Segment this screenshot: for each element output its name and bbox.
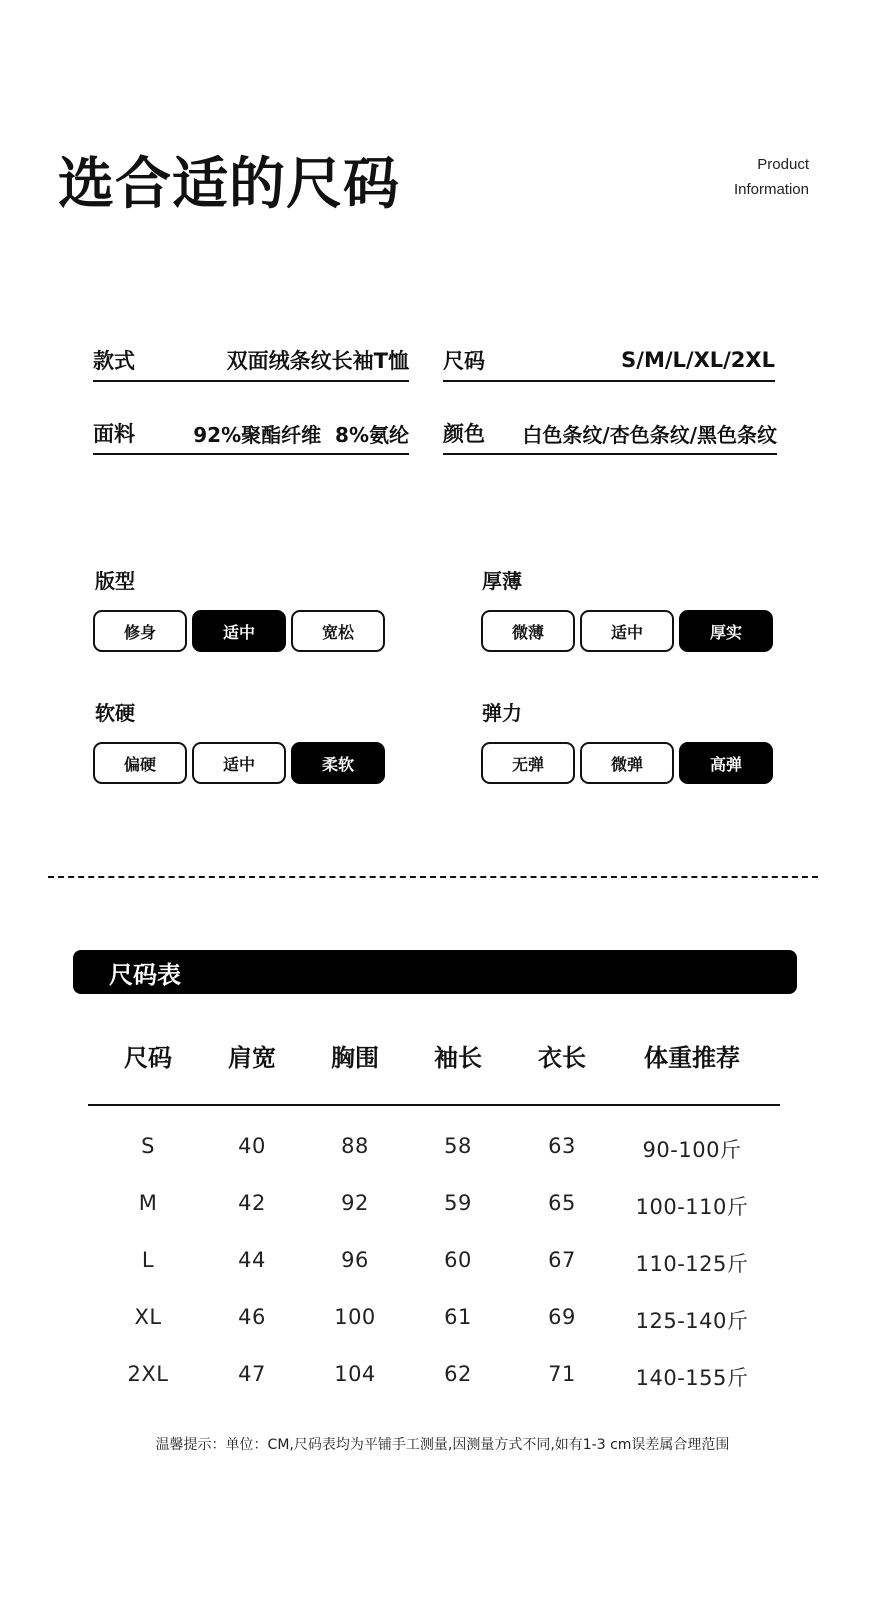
cell-chest: 104: [334, 1362, 376, 1386]
cell-length: 63: [548, 1134, 576, 1158]
size-table-body: [88, 1120, 780, 1405]
cell-sleeve: 60: [444, 1248, 472, 1272]
product-label-line1: Product: [757, 156, 809, 173]
option-elasticity-1[interactable]: 微弹: [580, 742, 674, 784]
size-table-banner: 尺码表: [73, 950, 797, 994]
option-softness-1[interactable]: 适中: [192, 742, 286, 784]
attr-softness-title: 软硬: [95, 701, 135, 725]
option-thickness-1[interactable]: 适中: [580, 610, 674, 652]
spec-fabric-value: 92%聚酯纤维 8%氨纶: [193, 422, 409, 447]
spec-color: [443, 413, 777, 455]
option-elasticity-0[interactable]: 无弹: [481, 742, 575, 784]
cell-length: 67: [548, 1248, 576, 1272]
spec-fabric-label: 面料: [93, 422, 135, 446]
table-row: [88, 1177, 780, 1234]
product-information-label: [734, 152, 809, 202]
option-thickness-0[interactable]: 微薄: [481, 610, 575, 652]
cell-sleeve: 61: [444, 1305, 472, 1329]
spec-color-label: 颜色: [443, 422, 485, 446]
header-weight: 体重推荐: [644, 1044, 740, 1072]
cell-chest: 92: [341, 1191, 369, 1215]
cell-chest: 88: [341, 1134, 369, 1158]
measurement-note: 温馨提示：单位：CM,尺码表均为平铺手工测量,因测量方式不同,如有1-3 cm误差属合理范围: [155, 1437, 730, 1453]
table-row: [88, 1291, 780, 1348]
cell-shoulder: 46: [238, 1305, 266, 1329]
cell-weight: 110-125斤: [635, 1252, 749, 1276]
header-size: 尺码: [124, 1044, 172, 1072]
spec-style: [93, 340, 409, 382]
attr-softness-options: [93, 742, 385, 784]
cell-sleeve: 58: [444, 1134, 472, 1158]
cell-weight: 125-140斤: [635, 1309, 749, 1333]
spec-style-value: 双面绒条纹长袖T恤: [226, 349, 409, 373]
cell-shoulder: 47: [238, 1362, 266, 1386]
header-length: 衣长: [538, 1044, 586, 1072]
cell-sleeve: 62: [444, 1362, 472, 1386]
option-elasticity-2[interactable]: 高弹: [679, 742, 773, 784]
attr-elasticity-options: [481, 742, 773, 784]
cell-size: M: [138, 1191, 158, 1215]
header-chest: 胸围: [331, 1044, 379, 1072]
header-shoulder: 肩宽: [228, 1044, 276, 1072]
option-softness-2[interactable]: 柔软: [291, 742, 385, 784]
table-row: [88, 1120, 780, 1177]
option-fit-0[interactable]: 修身: [93, 610, 187, 652]
spec-style-label: 款式: [93, 349, 135, 373]
cell-size: S: [141, 1134, 155, 1158]
attr-thickness-options: [481, 610, 773, 652]
attr-elasticity-title: 弹力: [482, 701, 522, 725]
cell-weight: 90-100斤: [642, 1138, 742, 1162]
cell-sleeve: 59: [444, 1191, 472, 1215]
option-fit-1[interactable]: 适中: [192, 610, 286, 652]
attr-fit-title: 版型: [95, 569, 135, 593]
spec-size-label: 尺码: [443, 349, 485, 373]
spec-size: [443, 340, 775, 382]
size-table-header: [88, 1032, 780, 1106]
option-fit-2[interactable]: 宽松: [291, 610, 385, 652]
cell-shoulder: 40: [238, 1134, 266, 1158]
option-softness-0[interactable]: 偏硬: [93, 742, 187, 784]
cell-length: 69: [548, 1305, 576, 1329]
option-thickness-2[interactable]: 厚实: [679, 610, 773, 652]
cell-length: 71: [548, 1362, 576, 1386]
attr-fit-options: [93, 610, 385, 652]
cell-weight: 140-155斤: [635, 1366, 749, 1390]
table-row: [88, 1348, 780, 1405]
cell-shoulder: 42: [238, 1191, 266, 1215]
cell-size: L: [141, 1248, 155, 1272]
cell-chest: 100: [334, 1305, 376, 1329]
product-label-line2: Information: [733, 181, 809, 198]
attr-thickness-title: 厚薄: [482, 569, 522, 593]
table-row: [88, 1234, 780, 1291]
dashed-divider: [48, 876, 818, 878]
cell-size: 2XL: [127, 1362, 169, 1386]
cell-size: XL: [134, 1305, 162, 1329]
cell-chest: 96: [341, 1248, 369, 1272]
spec-size-value: S/M/L/XL/2XL: [621, 348, 775, 372]
cell-length: 65: [548, 1191, 576, 1215]
spec-fabric: [93, 413, 409, 455]
spec-color-value: 白色条纹/杏色条纹/黑色条纹: [522, 422, 777, 447]
page-title: 选合适的尺码: [58, 152, 400, 217]
cell-weight: 100-110斤: [635, 1195, 749, 1219]
cell-shoulder: 44: [238, 1248, 266, 1272]
header-sleeve: 袖长: [434, 1044, 482, 1072]
